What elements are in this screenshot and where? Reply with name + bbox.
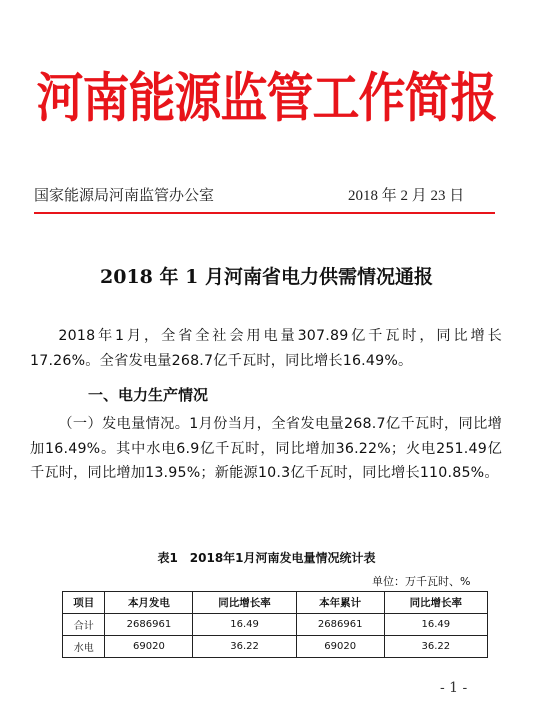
table-cell: 2686961 [296,614,384,636]
table-row [63,636,488,658]
section-heading: 一、电力生产情况 [88,386,209,404]
table-cell: 69020 [105,636,193,658]
intro-paragraph: 2018年1月，全省全社会用电量307.89亿千瓦时，同比增长17.26%。全省发电量268.7亿千瓦时，同比增长16.49%。 [30,328,502,369]
header-divider [34,212,495,214]
column-header: 本年累计 [296,592,384,614]
table-header-row [63,592,488,614]
table-caption: 表1 2018年1月河南发电量情况统计表 [157,551,376,565]
column-header: 项目 [63,592,105,614]
column-header: 同比增长率 [384,592,487,614]
generation-paragraph: （一）发电量情况。1月份当月，全省发电量268.7亿千瓦时，同比增加16.49%。其中水电6.9亿千瓦时，同比增加36.22%；火电251.49亿千瓦时，同比增加13.95%；新能源10.3亿千瓦时，同比增长110.85%。 [30,416,502,481]
issue-date: 2018 年 2 月 23 日 [348,188,465,204]
column-header: 本月发电 [105,592,193,614]
document-title: 2018 年 1 月河南省电力供需情况通报 [100,266,433,288]
masthead-title: 河南能源监管工作简报 [36,67,497,130]
table-cell: 36.22 [193,636,296,658]
table-cell: 16.49 [193,614,296,636]
table-cell: 69020 [296,636,384,658]
table-cell: 2686961 [105,614,193,636]
generation-table [62,591,488,658]
table-row [63,614,488,636]
column-header: 同比增长率 [193,592,296,614]
table-unit: 单位：万千瓦时、% [372,575,471,588]
issuer-name: 国家能源局河南监管办公室 [34,186,215,204]
table-cell: 合计 [63,614,105,636]
table-cell: 36.22 [384,636,487,658]
table-cell: 16.49 [384,614,487,636]
table-cell: 水电 [63,636,105,658]
page-number: - 1 - [440,680,468,696]
